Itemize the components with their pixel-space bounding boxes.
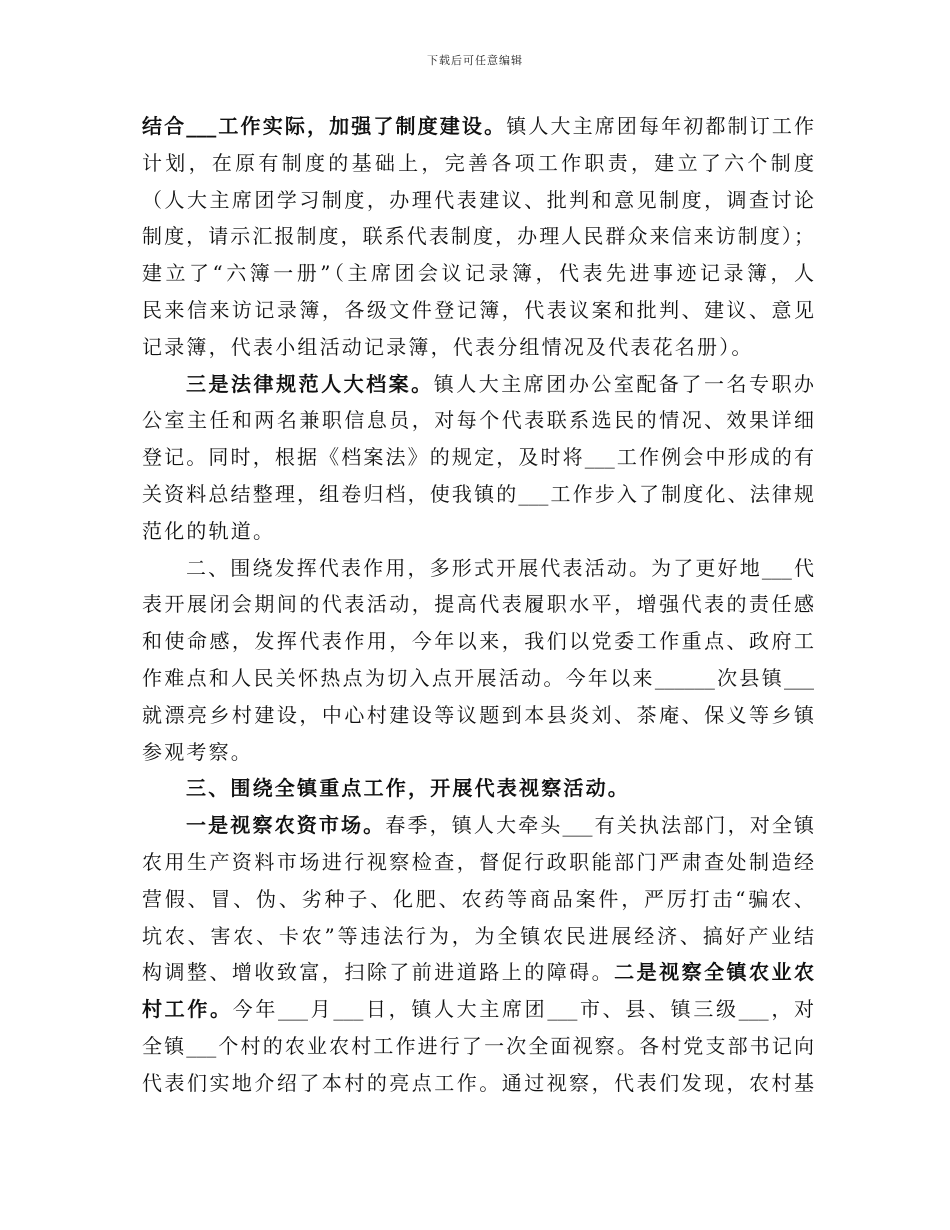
text-segment: 参观考察。 (142, 739, 253, 764)
body-line (142, 623, 814, 660)
text-segment: 公室主任和两名兼职信息员，对每个代表联系选民的情况、效果详细 (142, 408, 814, 433)
bold-segment: 村工作。 (142, 997, 233, 1022)
paragraph-start-line (142, 550, 814, 587)
text-segment: 范化的轨道。 (142, 518, 276, 543)
body-line (142, 1028, 814, 1065)
body-line (142, 145, 814, 182)
text-segment: 民来信来访记录簿，各级文件登记簿，代表议案和批判、建议、意见 (142, 297, 814, 322)
body-line (142, 918, 814, 955)
document-body (142, 108, 814, 1102)
bold-segment: 三、围绕全镇重点工作，开展代表视察活动。 (186, 776, 630, 801)
body-line (142, 329, 814, 366)
paragraph-start-line (142, 807, 814, 844)
text-segment: 作难点和人民关怀热点为切入点开展活动。今年以来______次县镇___ (142, 665, 814, 690)
text-segment: 全镇___个村的农业农村工作进行了一次全面视察。各村党支部书记向 (142, 1033, 814, 1058)
body-line (142, 292, 814, 329)
text-segment: 农用生产资料市场进行视察检查，督促行政职能部门严肃查处制造经 (142, 849, 814, 874)
body-line (142, 476, 814, 513)
body-line (142, 734, 814, 771)
text-segment: 表开展闭会期间的代表活动，提高代表履职水平，增强代表的责任感 (142, 592, 814, 617)
body-line (142, 218, 814, 255)
bold-segment: 结合___工作实际，加强了制度建设。 (142, 114, 507, 138)
body-line (142, 255, 814, 292)
body-line (142, 586, 814, 623)
body-line (142, 660, 814, 697)
text-segment: 春季，镇人大牵头___有关执法部门，对全镇 (385, 813, 814, 838)
text-segment: 记录簿，代表小组活动记录簿，代表分组情况及代表花名册）。 (142, 334, 754, 359)
bold-segment: 二是视察全镇农业农 (614, 960, 814, 985)
text-segment: 镇人大主席团办公室配备了一名专职办 (433, 371, 814, 396)
text-segment: 今年___月___日，镇人大主席团___市、县、镇三级___，对 (232, 997, 814, 1022)
text-segment: 计划，在原有制度的基础上，完善各项工作职责，建立了六个制度 (142, 150, 814, 175)
body-line (142, 697, 814, 734)
text-segment: 和使命感，发挥代表作用，今年以来，我们以党委工作重点、政府工 (142, 629, 814, 654)
text-segment: 建立了“六簿一册”（主席团会议记录簿，代表先进事迹记录簿，人 (142, 261, 814, 286)
body-line (142, 182, 814, 219)
text-segment: 制度，请示汇报制度，联系代表制度，办理人民群众来信来访制度）； (142, 224, 814, 249)
bold-segment: 三是法律规范人大档案。 (186, 371, 434, 396)
body-line (142, 991, 814, 1028)
bold-segment: 一是视察农资市场。 (186, 813, 386, 838)
text-segment: 镇人大主席团每年初都制订工作 (506, 114, 814, 138)
text-segment: 构调整、增收致富，扫除了前进道路上的障碍。 (142, 960, 615, 985)
body-line (142, 439, 814, 476)
text-segment: 坑农、害农、卡农”等违法行为，为全镇农民进展经济、搞好产业结 (142, 923, 814, 948)
body-line (142, 881, 814, 918)
text-segment: 营假、冒、伪、劣种子、化肥、农药等商品案件，严厉打击“骗农、 (142, 886, 814, 911)
text-segment: 代表们实地介绍了本村的亮点工作。通过视察，代表们发现，农村基 (142, 1070, 814, 1095)
text-segment: 就漂亮乡村建设，中心村建设等议题到本县炎刘、茶庵、保义等乡镇 (142, 702, 814, 727)
text-segment: （人大主席团学习制度，办理代表建议、批判和意见制度，调查讨论 (142, 187, 814, 212)
paragraph-start-line (142, 366, 814, 403)
body-line (142, 513, 814, 550)
text-segment: 关资料总结整理，组卷归档，使我镇的___工作步入了制度化、法律规 (142, 481, 814, 506)
page-header: 下载后可任意编辑 (427, 54, 523, 67)
body-line (142, 844, 814, 881)
text-segment: 二、围绕发挥代表作用，多形式开展代表活动。为了更好地___代 (186, 555, 814, 580)
body-line (142, 954, 814, 991)
section-heading (142, 770, 814, 807)
body-line (142, 108, 814, 145)
text-segment: 登记。同时，根据《档案法》的规定，及时将___工作例会中形成的有 (142, 445, 814, 470)
body-line (142, 1065, 814, 1102)
body-line (142, 402, 814, 439)
